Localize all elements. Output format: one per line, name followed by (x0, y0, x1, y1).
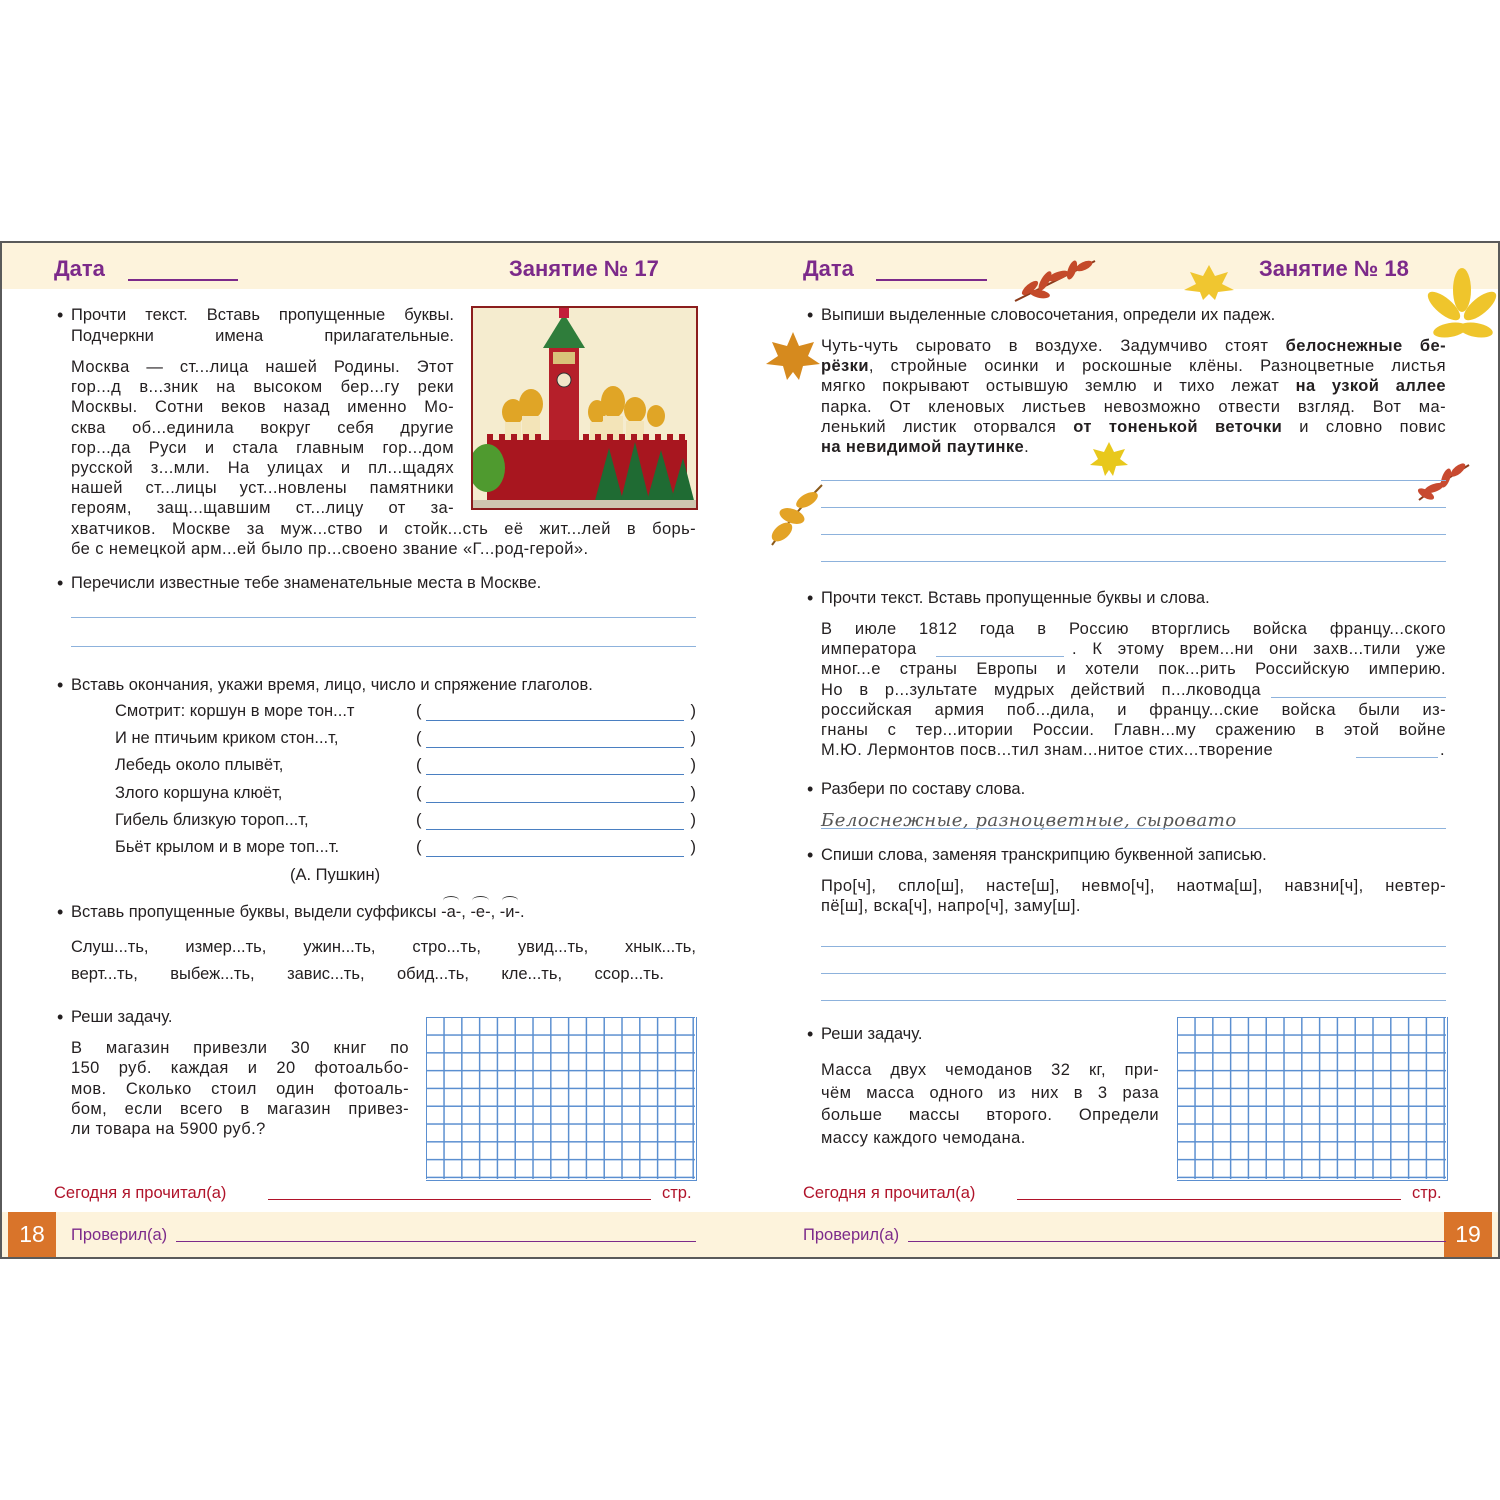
answer-line[interactable] (71, 646, 696, 647)
text-line: гнаны с тер...итории России. Главн...му сражению в этой войне (821, 721, 1446, 739)
transcription-words: пё[ш], вска[ч], напро[ч], заму[ш]. (821, 897, 1081, 915)
problem-line: больше массы второго. Определи (821, 1106, 1159, 1125)
text-fragment: . (1024, 438, 1030, 456)
word: верт...ть, (71, 965, 138, 983)
word: выбеж...ть, (170, 965, 255, 983)
text-line: гор...да Руси и стала главным гор...дом (71, 438, 454, 457)
problem-line: Масса двух чемоданов 32 кг, при- (821, 1061, 1159, 1079)
paren-close: ) (690, 756, 696, 775)
text-line (821, 437, 1446, 457)
read-unit: стр. (662, 1184, 692, 1202)
paren-close: ) (690, 838, 696, 856)
text-line (821, 356, 1446, 376)
answer-line[interactable] (426, 720, 684, 721)
answer-line[interactable] (821, 828, 1446, 829)
word-row (71, 965, 664, 984)
problem-line: 150 руб. каждая и 20 фотоальбо- (71, 1059, 409, 1078)
paren-close: ) (690, 729, 696, 748)
page-number: 18 (8, 1212, 56, 1257)
maple-leaf-icon (766, 330, 820, 388)
task-instruction: • Вставь окончания, укажи время, лицо, число и спряжение глаголов. (71, 675, 593, 695)
text-fragment: , стройные осинки и роскошные клёны. Разноцветные листья (868, 357, 1446, 376)
poem-line: Гибель близкую тороп...т, (115, 810, 309, 829)
text-line (821, 376, 1446, 396)
answer-line[interactable] (821, 534, 1446, 535)
word: ужин...ть, (303, 938, 376, 956)
handwritten-words: Белоснежные, разноцветные, сыровато (821, 810, 1237, 831)
read-unit: стр. (1412, 1184, 1442, 1202)
suffix-mark: -а- (441, 903, 462, 921)
text-fragment: мягко покрывают остывшую землю и тихо лежат (821, 377, 1296, 396)
word: увид...ть, (517, 938, 589, 956)
text-line: . К этому врем...ни они захв...тили уже (1072, 640, 1446, 659)
squared-grid[interactable] (426, 1017, 695, 1179)
word: измер...ть, (185, 938, 267, 956)
text-fragment: и словно повис (1282, 417, 1446, 436)
answer-line[interactable] (821, 973, 1446, 974)
squared-grid[interactable] (1177, 1017, 1446, 1179)
word: кле...ть, (501, 965, 563, 983)
checked-field[interactable] (908, 1241, 1446, 1242)
word: хнык...ть, (625, 938, 696, 956)
text-line: гор...д в...зник на высоком бер...гу реки (71, 378, 454, 397)
lesson-title: Занятие № 17 (509, 256, 659, 281)
page-number: 19 (1444, 1212, 1492, 1257)
paren-open: ( (416, 783, 422, 802)
text-line: российская армия поб...дила, и францу...ские войска были из- (821, 700, 1446, 719)
checked-field[interactable] (176, 1241, 696, 1242)
problem-line: массу каждого чемодана. (821, 1128, 1026, 1147)
kremlin-picture (473, 308, 696, 508)
answer-line[interactable] (821, 480, 1446, 481)
problem-line: бом, если всего в магазин привез- (71, 1099, 409, 1118)
text-fragment: ленький листик оторвался (821, 417, 1074, 436)
date-field[interactable] (128, 279, 238, 281)
text-line: Москвы. Сотни веков назад именно Мо- (71, 398, 454, 417)
text-line (821, 417, 1446, 437)
task-instruction: • Реши задачу. (821, 1024, 922, 1044)
text-line: М.Ю. Лермонтов посв...тил знам...нитое стих...творение (821, 741, 1274, 760)
read-label: Сегодня я прочитал(а) (54, 1184, 227, 1202)
highlighted-phrase: рёзки (821, 357, 869, 376)
text-line: русской з...мли. На улицах и пл...щадях (71, 459, 454, 477)
answer-line[interactable] (426, 774, 684, 775)
blank-line[interactable] (1271, 697, 1446, 698)
date-label: Дата (803, 256, 854, 281)
read-label: Сегодня я прочитал(а) (803, 1184, 976, 1202)
text-line: В июле 1812 года в Россию вторглись войска францу...ского (821, 620, 1446, 638)
text-fragment: парка. От кленовых листьев невозможно отвести взгляд. Вот ма- (821, 397, 1446, 416)
text-line: бе с немецкой арм...ей было пр...своено звание «Г...род-герой». (71, 539, 589, 558)
answer-line[interactable] (426, 829, 684, 830)
paren-close: ) (690, 783, 696, 802)
answer-line[interactable] (71, 617, 696, 618)
answer-line[interactable] (821, 1000, 1446, 1001)
word: Слуш...ть, (71, 938, 149, 956)
text-fragment: Чуть-чуть сыровато в воздухе. Задумчиво стоят (821, 337, 1286, 355)
text-line: сква об...единила вокруг себя другие (71, 418, 454, 437)
task-instruction: • Перечисли известные тебе знаменательные места в Москве. (71, 573, 541, 593)
highlighted-phrase: от тоненькой веточки (1073, 417, 1283, 436)
transcription-words: Про[ч], спло[ш], насте[ш], невмо[ч], наотма[ш], навзни[ч], невтер- (821, 877, 1446, 895)
poem-line: Лебедь около плывёт, (115, 756, 284, 775)
right-page (750, 0, 1500, 1500)
highlighted-phrase: белоснежные бе- (1285, 337, 1446, 355)
suffix-mark: -и- (499, 903, 520, 921)
blank-line[interactable] (936, 656, 1064, 657)
answer-line[interactable] (426, 802, 684, 803)
problem-line: В магазин привезли 30 книг по (71, 1039, 409, 1057)
text-line: нашей ст...лицы уст...новлены памятники (71, 479, 454, 498)
text-line (821, 336, 1446, 356)
autumn-leaf-icon (1010, 256, 1100, 306)
read-field[interactable] (1017, 1199, 1401, 1200)
poem-author: (А. Пушкин) (290, 866, 381, 884)
date-label: Дата (54, 256, 105, 281)
text-line: . (1440, 741, 1445, 760)
word: стро...ть, (412, 938, 481, 956)
poem-line: Бьёт крылом и в море топ...т. (115, 838, 340, 856)
text-line: героям, защ...щавшим ст...лицу от за- (71, 499, 454, 518)
paren-open: ( (416, 810, 422, 829)
paren-open: ( (416, 729, 422, 748)
poem-line: Смотрит: коршун в море тон...т (115, 702, 355, 720)
word-row (71, 938, 696, 957)
task-instruction: • Выпиши выделенные словосочетания, определи их падеж. (821, 305, 1275, 325)
task-instruction: • Вставь пропущенные буквы, выдели суффиксы -а-, -е-, -и-. (71, 902, 525, 922)
text-line: мног...е страны Европы и хотели пок...рить Российскую империю. (821, 660, 1446, 679)
paren-open: ( (416, 756, 422, 775)
autumn-leaf-icon (1414, 460, 1474, 504)
instruction-text: Вставь пропущенные буквы, выдели суффиксы (71, 903, 437, 921)
suffix-mark: -е- (470, 903, 491, 921)
problem-line: чём масса одного из них в 3 раза (821, 1083, 1159, 1102)
task-instruction: • Прочти текст. Вставь пропущенные буквы. Подчеркни имена прилагательные. (71, 305, 454, 347)
answer-line[interactable] (821, 946, 1446, 947)
text-line: Москва — ст...лица нашей Родины. Этот (71, 358, 454, 376)
word: ссор...ть. (594, 965, 664, 983)
autumn-leaf-icon (762, 480, 827, 550)
paren-close: ) (690, 702, 696, 720)
blank-line[interactable] (1356, 757, 1438, 758)
paren-close: ) (690, 810, 696, 829)
maple-leaf-icon (1182, 262, 1237, 302)
word: завис...ть, (287, 965, 365, 983)
word: обид...ть, (396, 965, 469, 983)
task-instruction: • Прочти текст. Вставь пропущенные буквы и слова. (821, 588, 1210, 608)
text-line: императора (821, 640, 917, 659)
answer-line[interactable] (426, 856, 684, 857)
text-line: хватчиков. Москве за муж...ство и стойк...сть её жит...лей в борь- (71, 519, 696, 538)
answer-line[interactable] (821, 561, 1446, 562)
highlighted-phrase: на невидимой паутинке (821, 438, 1025, 456)
text-line: Но в р...зультате мудрых действий п...лководца (821, 680, 1261, 699)
problem-line: мов. Сколько стоил один фотоаль- (71, 1079, 409, 1098)
date-field[interactable] (876, 279, 987, 281)
task-instruction: • Реши задачу. (71, 1007, 172, 1027)
answer-line[interactable] (426, 747, 684, 748)
task-instruction: • Разбери по составу слова. (821, 779, 1025, 799)
read-field[interactable] (268, 1199, 651, 1200)
highlighted-phrase: на узкой аллее (1295, 377, 1446, 396)
poem-line: И не птичьим криком стон...т, (115, 729, 339, 748)
lesson-title: Занятие № 18 (1259, 256, 1409, 281)
paren-open: ( (416, 702, 422, 720)
poem-line: Злого коршуна клюёт, (115, 783, 283, 802)
answer-line[interactable] (821, 507, 1446, 508)
paren-open: ( (416, 838, 422, 856)
checked-label: Проверил(а) (803, 1226, 900, 1244)
text-line (821, 397, 1446, 417)
checked-label: Проверил(а) (71, 1226, 168, 1244)
problem-line: ли товара на 5900 руб.? (71, 1120, 266, 1139)
kremlin-illustration (471, 306, 698, 510)
task-instruction: • Спиши слова, заменяя транскрипцию буквенной записью. (821, 845, 1267, 865)
